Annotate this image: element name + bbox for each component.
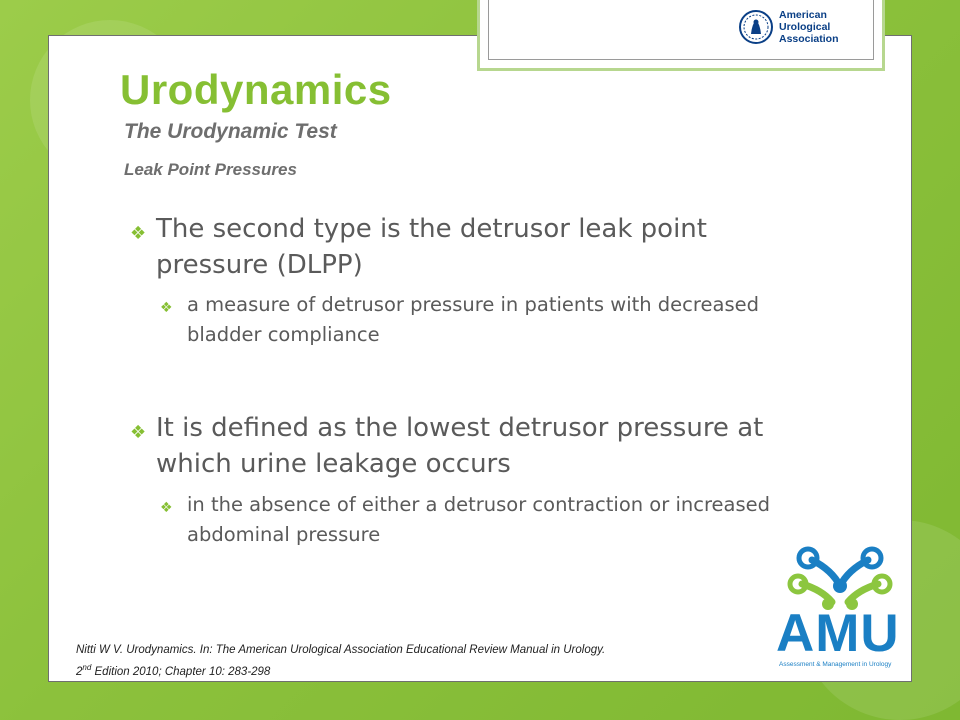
citation-ordinal-suffix: nd [82,663,92,672]
slide-title: Urodynamics [120,66,392,113]
aua-logo-tab [477,0,885,71]
amu-tagline: Assessment & Management in Urology [779,661,892,668]
aua-logo [739,9,839,45]
sub-bullet-item [160,490,810,550]
citation-line: Nitti W V. Urodynamics. In: The American Urological Association Educational Review Manual in Urology. [76,644,606,656]
bullet-text: It is defined as the lowest detrusor pressure at which urine leakage occurs [156,413,764,479]
aua-seal-icon [739,10,773,44]
aua-wordmark-line: Association [779,33,839,45]
slide-subtitle: The Urodynamic Test [124,120,337,143]
citation-edition-text: Edition 2010; Chapter 10: 283-298 [91,665,271,678]
slide-section-title: Leak Point Pressures [124,160,297,179]
diamond-bullet-icon: ❖ [160,300,173,316]
bullet-item [130,410,820,482]
aua-wordmark-line: Urological [779,21,831,33]
citation-line [76,659,756,681]
amu-wordmark: AMU [776,604,900,663]
sub-bullet-item [160,290,810,350]
bullet-text: The second type is the detrusor leak point pressure (DLPP) [156,214,707,280]
diamond-bullet-icon: ❖ [130,223,147,244]
citation [76,642,756,681]
sub-bullet-text: in the absence of either a detrusor contraction or increased abdominal pressure [187,493,771,546]
aua-wordmark-line: American [779,9,827,21]
aua-wordmark [779,9,839,45]
bullet-item [130,211,820,283]
sub-bullet-text: a measure of detrusor pressure in patients with decreased bladder compliance [187,293,759,346]
diamond-bullet-icon: ❖ [160,500,173,516]
citation-edition-number: 2 [76,665,83,678]
diamond-bullet-icon: ❖ [130,422,147,443]
